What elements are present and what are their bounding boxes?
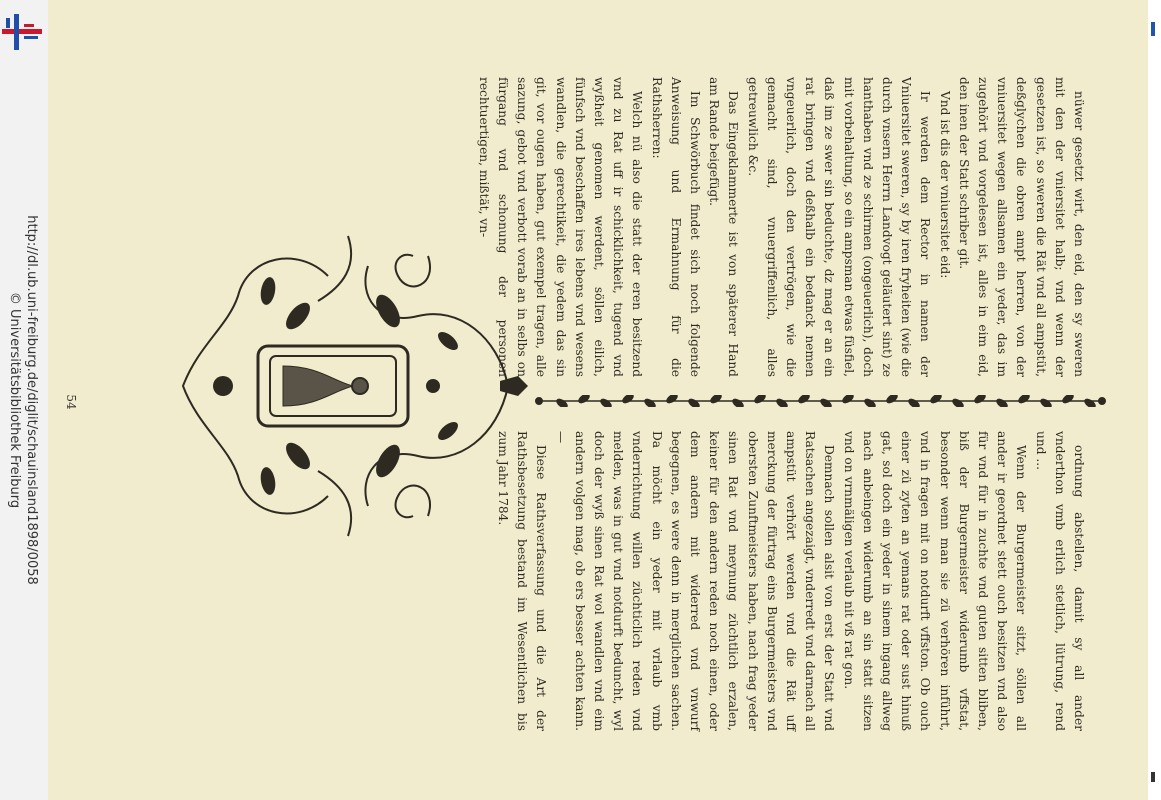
- viewer-sidebar: [0, 0, 48, 800]
- paragraph: Diese Rathsverfassung und die Art der Rathsbesetzung bestand im Wesentlichen bis zum Jahr 1784.: [495, 431, 549, 731]
- text-column-left: [474, 77, 1089, 377]
- credit-url[interactable]: http://dl.ub.uni-freiburg.de/diglit/schauinsland1898/0058: [24, 215, 39, 585]
- paragraph: Welch nü also die statt der eren besitzend vnd zu Rat uff ir schicklichkeit, tugend vnd wyßheit genomen werdent, söllen eilich, fünfsch vnd beschaffen ires lebens vnd wesens wandlen, die gerechtikeit, die yedem das sin git, vor ougen haben, gut exempel tragen, alle sazung, gebot vnd verbott vorab an in selbs on fürgang vnd schonung der personen rechtuertigen, mißtät, vn-: [476, 77, 645, 377]
- credit-copyright: © Universitätsbibliothek Freiburg: [7, 291, 22, 509]
- page-number: 54: [64, 394, 78, 410]
- vine-leaf: [687, 397, 701, 407]
- vine-leaf: [555, 397, 569, 407]
- page-content: [48, 0, 1148, 800]
- paragraph: Im Schwörbuch findet sich noch folgende Anweisung und Ermahnung für die Rathsherren:: [649, 77, 702, 377]
- text-column-right: [493, 431, 1088, 731]
- vine-leaf: [621, 395, 635, 405]
- vine-leaf: [1061, 395, 1075, 405]
- vine-leaf: [1083, 397, 1097, 407]
- vine-leaf: [951, 397, 965, 407]
- vine-leaf: [929, 395, 943, 405]
- vine-leaf: [1017, 395, 1031, 405]
- vine-leaf: [797, 395, 811, 405]
- vine-leaf: [1039, 397, 1053, 407]
- vine-leaf: [731, 397, 745, 407]
- leaf-vine-divider-icon: [533, 395, 1108, 407]
- paragraph: Demnach sollen alsit von erst der Statt vnd Ratsachen angezaigt, vnderredt vnd darnach all ampstüt verhört werden vnd die Rät uff merckung der fürtrag eins Burgermeisters vnd obersten Zunftmeisters haben, nach frag yeder sinen Rat vnd meynung züchtlich erzalen, keiner für den andern reden noch einen, oder dem andern mit widerred vnd vnwurf begegnen, es were denn in merglichen sachen. Da möcht ein yeder mit vrlaub vmb vnderrichtung willen züchticlich reden vnd melden, was in gut vnd notdurft beduncht, wyl doch der wyß sinen Rat wol wandlen vnd eim andern volgen mag, ob ers besser achten kann. —: [553, 431, 837, 731]
- vine-leaf: [665, 395, 679, 405]
- scanned-page: [48, 0, 1148, 800]
- vine-leaf: [863, 397, 877, 407]
- university-logo-icon[interactable]: [2, 14, 42, 50]
- vine-leaf: [973, 395, 987, 405]
- viewer-edge: [1148, 0, 1161, 800]
- vine-leaf: [709, 395, 723, 405]
- vine-leaf: [995, 397, 1009, 407]
- credit-text: [6, 190, 40, 610]
- vine-leaf: [753, 395, 767, 405]
- paragraph: Vnd ist dis der vniuersitet eid:: [937, 91, 952, 279]
- vine-leaf: [907, 397, 921, 407]
- vine-leaf: [819, 397, 833, 407]
- paragraph: Wenn der Burgermeister sitzt, söllen all ander ir geordnet stett ouch besitzen vnd also für vnd für in zuchte vnd guten sitten bliben, biß der Burgermeister widerumb vffstat, besonder wenn man sie zü verhören inführt, vnd in fragen mit on notdurft vffston. Ob ouch einer zü zyten an yemans rat oder sust hinuß gat, sol doch ein yeder in sinem ingang allweg nach anbeingen widerumb an sin statt sitzen vnd on vrnmäligen verlaub nit vß rat gon.: [841, 431, 1029, 731]
- vine-leaf: [841, 395, 855, 405]
- vine-leaf: [775, 397, 789, 407]
- paragraph: ordnung abstellen, damit sy all ander vnderthon vmb erlich stetlich, lütrung, rend und ...: [1033, 431, 1086, 731]
- paragraph: Ir werden dem Rector in namen der Vniuersitet sweren, sy by iren fryheiten (wie die durch vnsern Herrn Landvogt geläutert sint) ze hanthaben vnd ze schirmen (ongeuerlich), doch mit vorbehaltung, so ein ampsman etwas füsfiel, daß im ze swer sin beduchte, dz mag er an ein rat bringen vnd deßhalb ein bedanck nemen vngeuerlich, doch den vertrögen, wie die gemacht sind, vnuergriffenlich, alles getreuwlich &c.: [745, 77, 933, 377]
- edge-marker: [1151, 772, 1155, 782]
- vine-leaf: [599, 397, 613, 407]
- vine-leaf: [643, 397, 657, 407]
- vine-leaf: [577, 395, 591, 405]
- paragraph: Das Eingeklammerte ist von späterer Hand am Rande beigefügt.: [707, 77, 741, 377]
- paragraph: nüwer gesetzt wirt, den eid, den sy sweren mit den der vniersitet halb; vnd wenn der gesetzen ist, so sweren die Rät vnd all ampstüt, deßglychen die obren ampt herren, von der vniuersitet wegen allsamen ein yeder, das im zugehört vnd vorgelesen ist, alles in eim eid, den inen der Statt schriber git.: [956, 77, 1086, 377]
- vine-leaf: [885, 395, 899, 405]
- edge-marker: [1151, 22, 1155, 36]
- baroque-cartouche-vignette-icon: [168, 216, 528, 556]
